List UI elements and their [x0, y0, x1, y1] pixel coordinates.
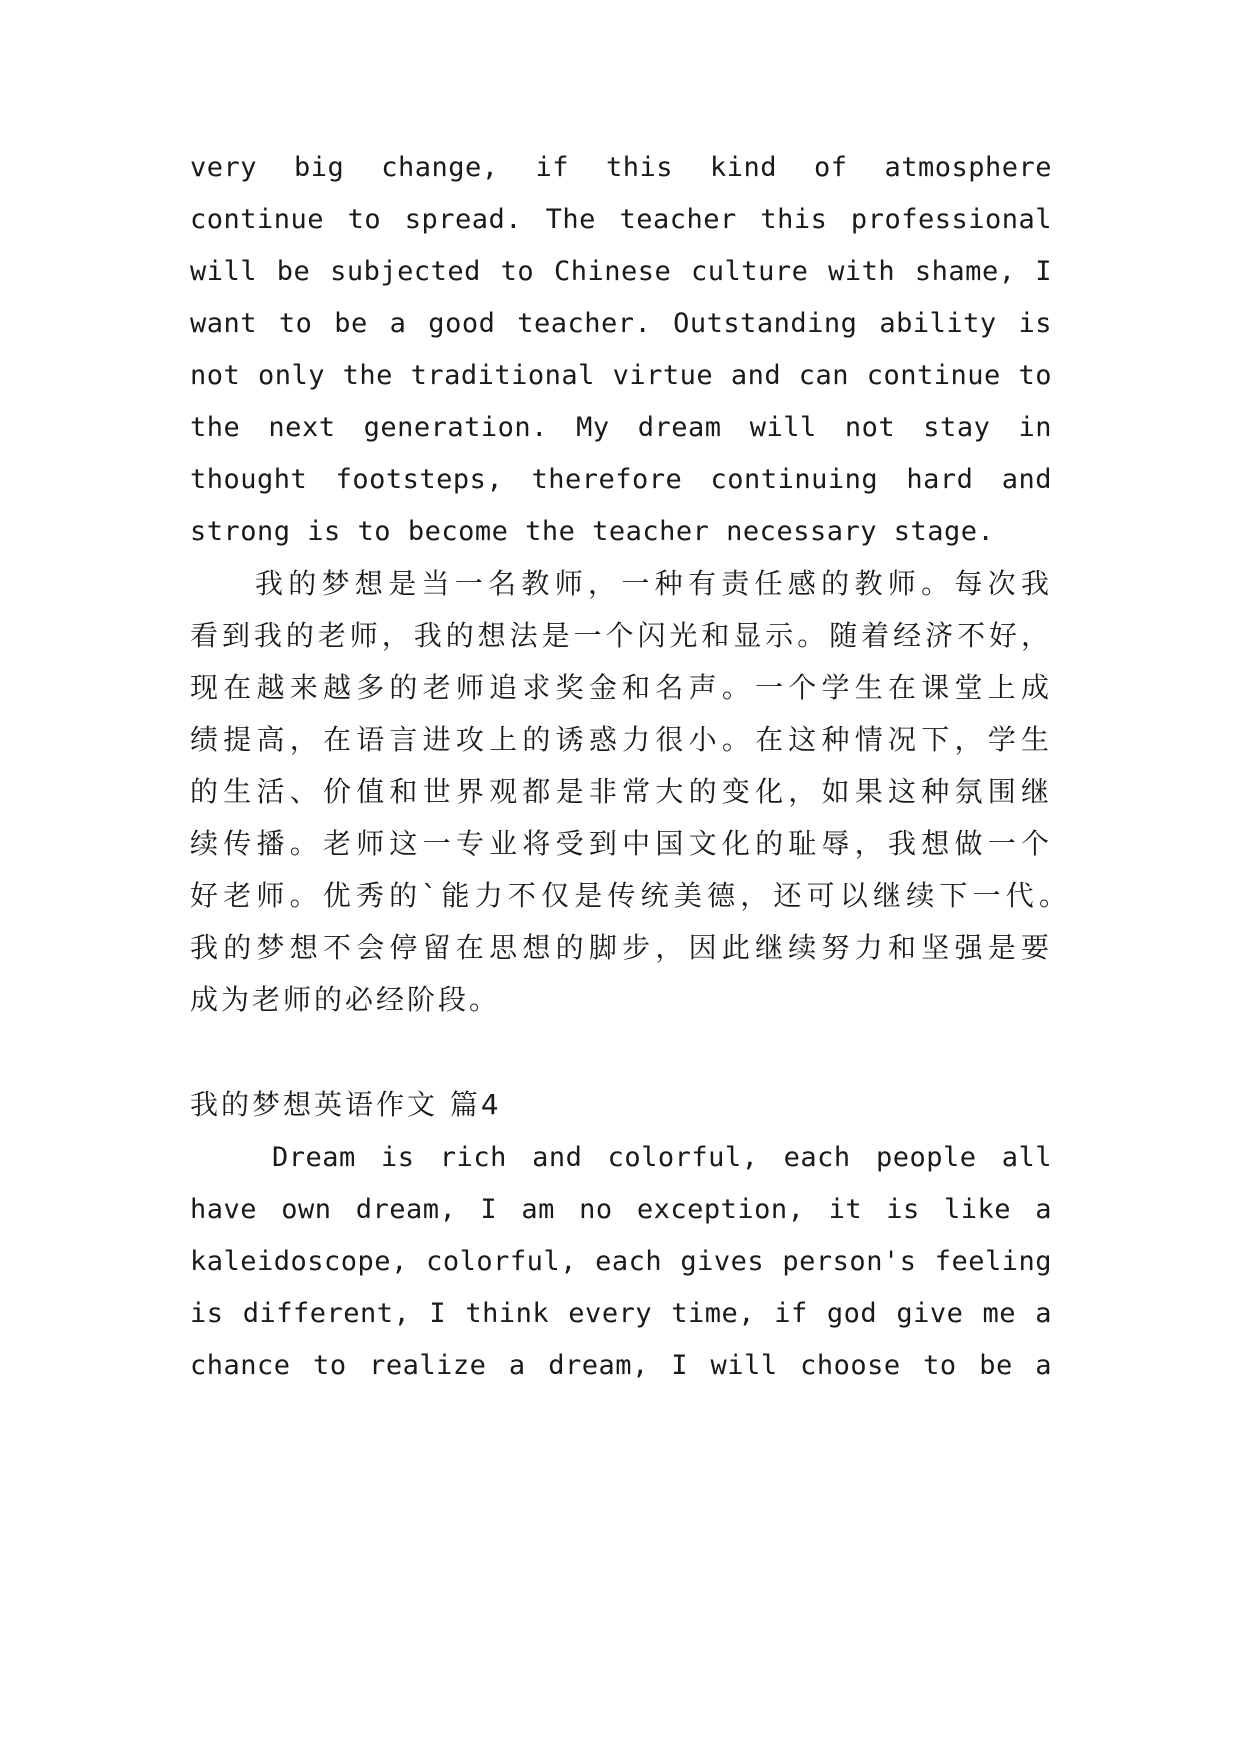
text-line: want to be a good teacher. Outstanding ability is	[190, 308, 1052, 339]
text-line: 我的梦想不会停留在思想的脚步，因此继续努力和坚强是要	[190, 931, 1052, 964]
text-line: 看到我的老师，我的想法是一个闪光和显示。随着经济不好，	[190, 619, 1052, 652]
text-line: the next generation. My dream will not stay in	[190, 412, 1052, 443]
text-line: chance to realize a dream, I will choose to be a	[190, 1350, 1052, 1381]
text-line: continue to spread. The teacher this professional	[190, 204, 1052, 235]
text-line: 的生活、价值和世界观都是非常大的变化，如果这种氛围继	[190, 775, 1052, 808]
text-line: is different, I think every time, if god give me a	[190, 1298, 1052, 1329]
text-line: thought footsteps, therefore continuing hard and	[190, 464, 1052, 495]
text-line: not only the traditional virtue and can continue to	[190, 360, 1052, 391]
text-line: 绩提高，在语言进攻上的诱惑力很小。在这种情况下，学生	[190, 723, 1052, 756]
text-line: strong is to become the teacher necessary stage.	[190, 516, 995, 547]
text-line: will be subjected to Chinese culture with shame, I	[190, 256, 1052, 287]
text-line: 现在越来越多的老师追求奖金和名声。一个学生在课堂上成	[190, 671, 1052, 704]
text-line: 续传播。老师这一专业将受到中国文化的耻辱，我想做一个	[190, 827, 1052, 860]
text-line: have own dream, I am no exception, it is like a	[190, 1194, 1052, 1225]
text-line: Dream is rich and colorful, each people all	[272, 1142, 1052, 1173]
section-heading: 我的梦想英语作文 篇4	[190, 1088, 502, 1121]
text-line: 我的梦想是当一名教师，一种有责任感的教师。每次我	[255, 567, 1052, 600]
text-line: 好老师。优秀的`能力不仅是传统美德，还可以继续下一代。	[190, 879, 1070, 912]
text-line: 成为老师的必经阶段。	[190, 983, 501, 1016]
text-line: kaleidoscope, colorful, each gives person's feeling	[190, 1246, 1052, 1277]
text-line: very big change, if this kind of atmosphere	[190, 152, 1052, 183]
